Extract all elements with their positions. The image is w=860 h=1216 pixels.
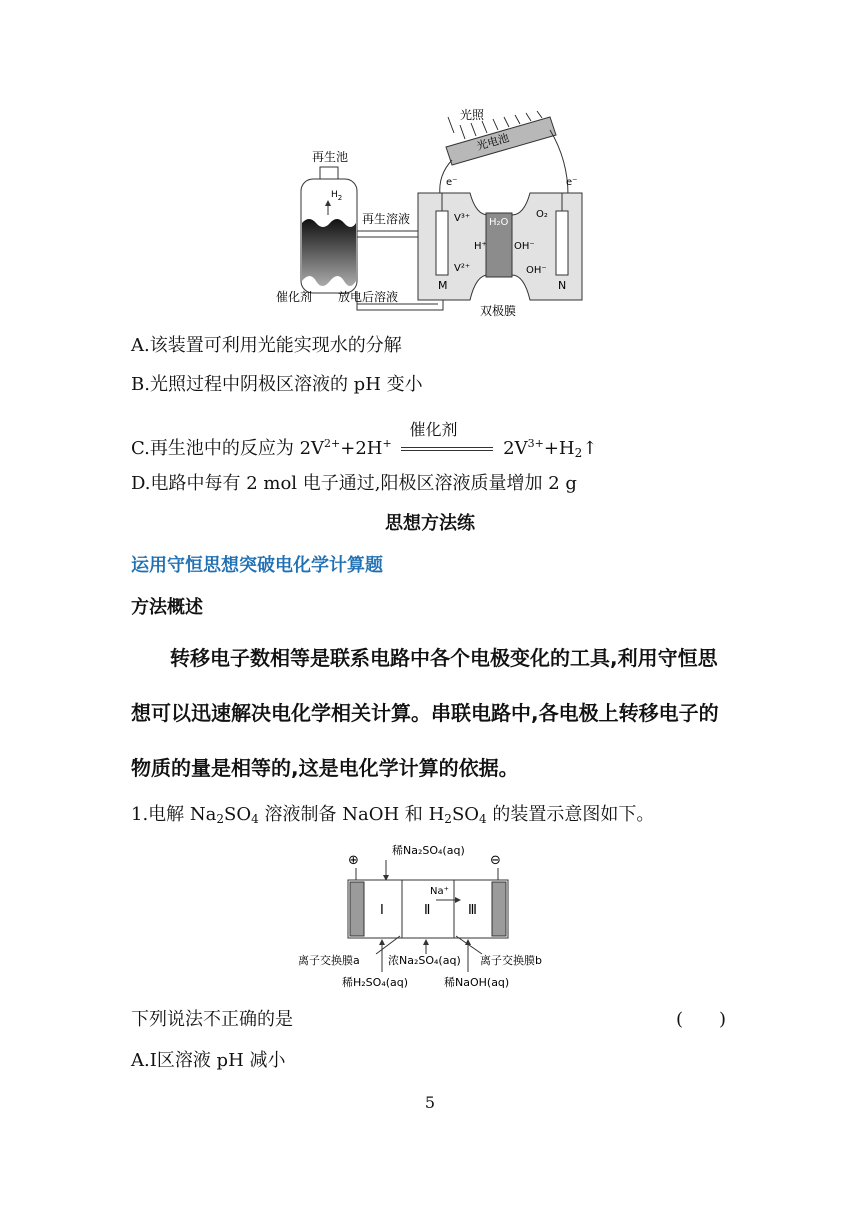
paragraph-line-3: 物质的量是相等的,这是电化学计算的依据。 xyxy=(131,756,519,780)
regen-tank-label: 再生池 xyxy=(312,150,349,164)
dilute-h2so4-label: 稀H₂SO₄(aq) xyxy=(342,976,409,989)
membrane-a-label: 离子交换膜a xyxy=(298,954,360,967)
overview-heading: 方法概述 xyxy=(131,597,203,618)
cathode-plate xyxy=(492,882,506,936)
regen-tank xyxy=(301,167,357,293)
catalyst-label: 催化剂 xyxy=(276,290,313,304)
figure-photoelectrochemical-device xyxy=(268,105,608,320)
membrane-b-label: 离子交换膜b xyxy=(480,954,542,967)
question-1-stem: 1.电解 $Na_2SO_4$ 溶液制备 NaOH 和 $H_2SO_4$ 的装置示意图如下。 xyxy=(131,804,655,826)
bipolar-membrane-label: 双极膜 xyxy=(480,304,517,318)
na-plus-label: Na⁺ xyxy=(430,886,449,897)
electrode-m-label: M xyxy=(438,279,448,292)
h2-label: $H_2$ xyxy=(331,190,343,202)
option-d: D.电路中每有 2 mol 电子通过,阳极区溶液质量增加 2 g xyxy=(131,473,577,494)
light-label: 光照 xyxy=(460,108,485,122)
option-c: C.再生池中的反应为 $2V^{2+}+2H^+$ 催化剂 $2V^{3+}+H_2↑$ xyxy=(131,420,598,460)
question-1-prompt: 下列说法不正确的是 xyxy=(131,1009,293,1030)
top-solution-label: 稀Na₂SO₄(aq) xyxy=(392,844,465,857)
oh-minus-label: OH⁻ xyxy=(514,241,535,252)
minus-terminal: ⊖ xyxy=(490,853,501,868)
electrode-m xyxy=(436,211,448,275)
figure-electrolysis-cell xyxy=(296,840,566,995)
question-1-option-a: A.Ⅰ区溶液 pH 减小 xyxy=(131,1050,286,1071)
page-number: 5 xyxy=(424,1093,436,1112)
catalyst-condition: 催化剂 xyxy=(401,444,493,454)
zone-1: Ⅰ xyxy=(380,903,384,918)
paragraph-line-2: 想可以迅速解决电化学相关计算。串联电路中,各电极上转移电子的 xyxy=(131,701,719,725)
plus-terminal: ⊕ xyxy=(348,853,359,868)
zone-3: Ⅲ xyxy=(468,903,477,918)
option-b: B.光照过程中阴极区溶液的 pH 变小 xyxy=(131,374,423,395)
oh-minus-label-2: OH⁻ xyxy=(526,265,547,276)
v3-label: V³⁺ xyxy=(454,213,471,224)
option-a: A.该装置可利用光能实现水的分解 xyxy=(131,335,402,356)
paragraph-line-1: 转移电子数相等是联系电路中各个电极变化的工具,利用守恒思 xyxy=(170,646,718,670)
v2-label: V²⁺ xyxy=(454,263,471,274)
pv-cell-label: 光电池 xyxy=(475,131,511,153)
dilute-naoh-label: 稀NaOH(aq) xyxy=(444,976,510,989)
h-plus-label: H⁺ xyxy=(474,241,487,252)
conc-na2so4-label: 浓Na₂SO₄(aq) xyxy=(388,954,461,967)
regen-solution-label: 再生溶液 xyxy=(362,212,411,226)
electron-left: e⁻ xyxy=(446,177,458,188)
section-title: 思想方法练 xyxy=(385,513,475,534)
anode-plate xyxy=(350,882,364,936)
answer-bracket: ( ) xyxy=(676,1009,727,1030)
photovoltaic-cell xyxy=(446,117,556,165)
electron-right: e⁻ xyxy=(566,177,578,188)
discharge-solution-label: 放电后溶液 xyxy=(338,290,399,304)
electrode-n xyxy=(556,211,568,275)
h2o-label: H₂O xyxy=(489,217,509,228)
zone-2: Ⅱ xyxy=(424,903,431,918)
o2-label: O₂ xyxy=(536,209,548,220)
section-subtitle: 运用守恒思想突破电化学计算题 xyxy=(131,555,383,576)
electrode-n-label: N xyxy=(558,279,567,292)
